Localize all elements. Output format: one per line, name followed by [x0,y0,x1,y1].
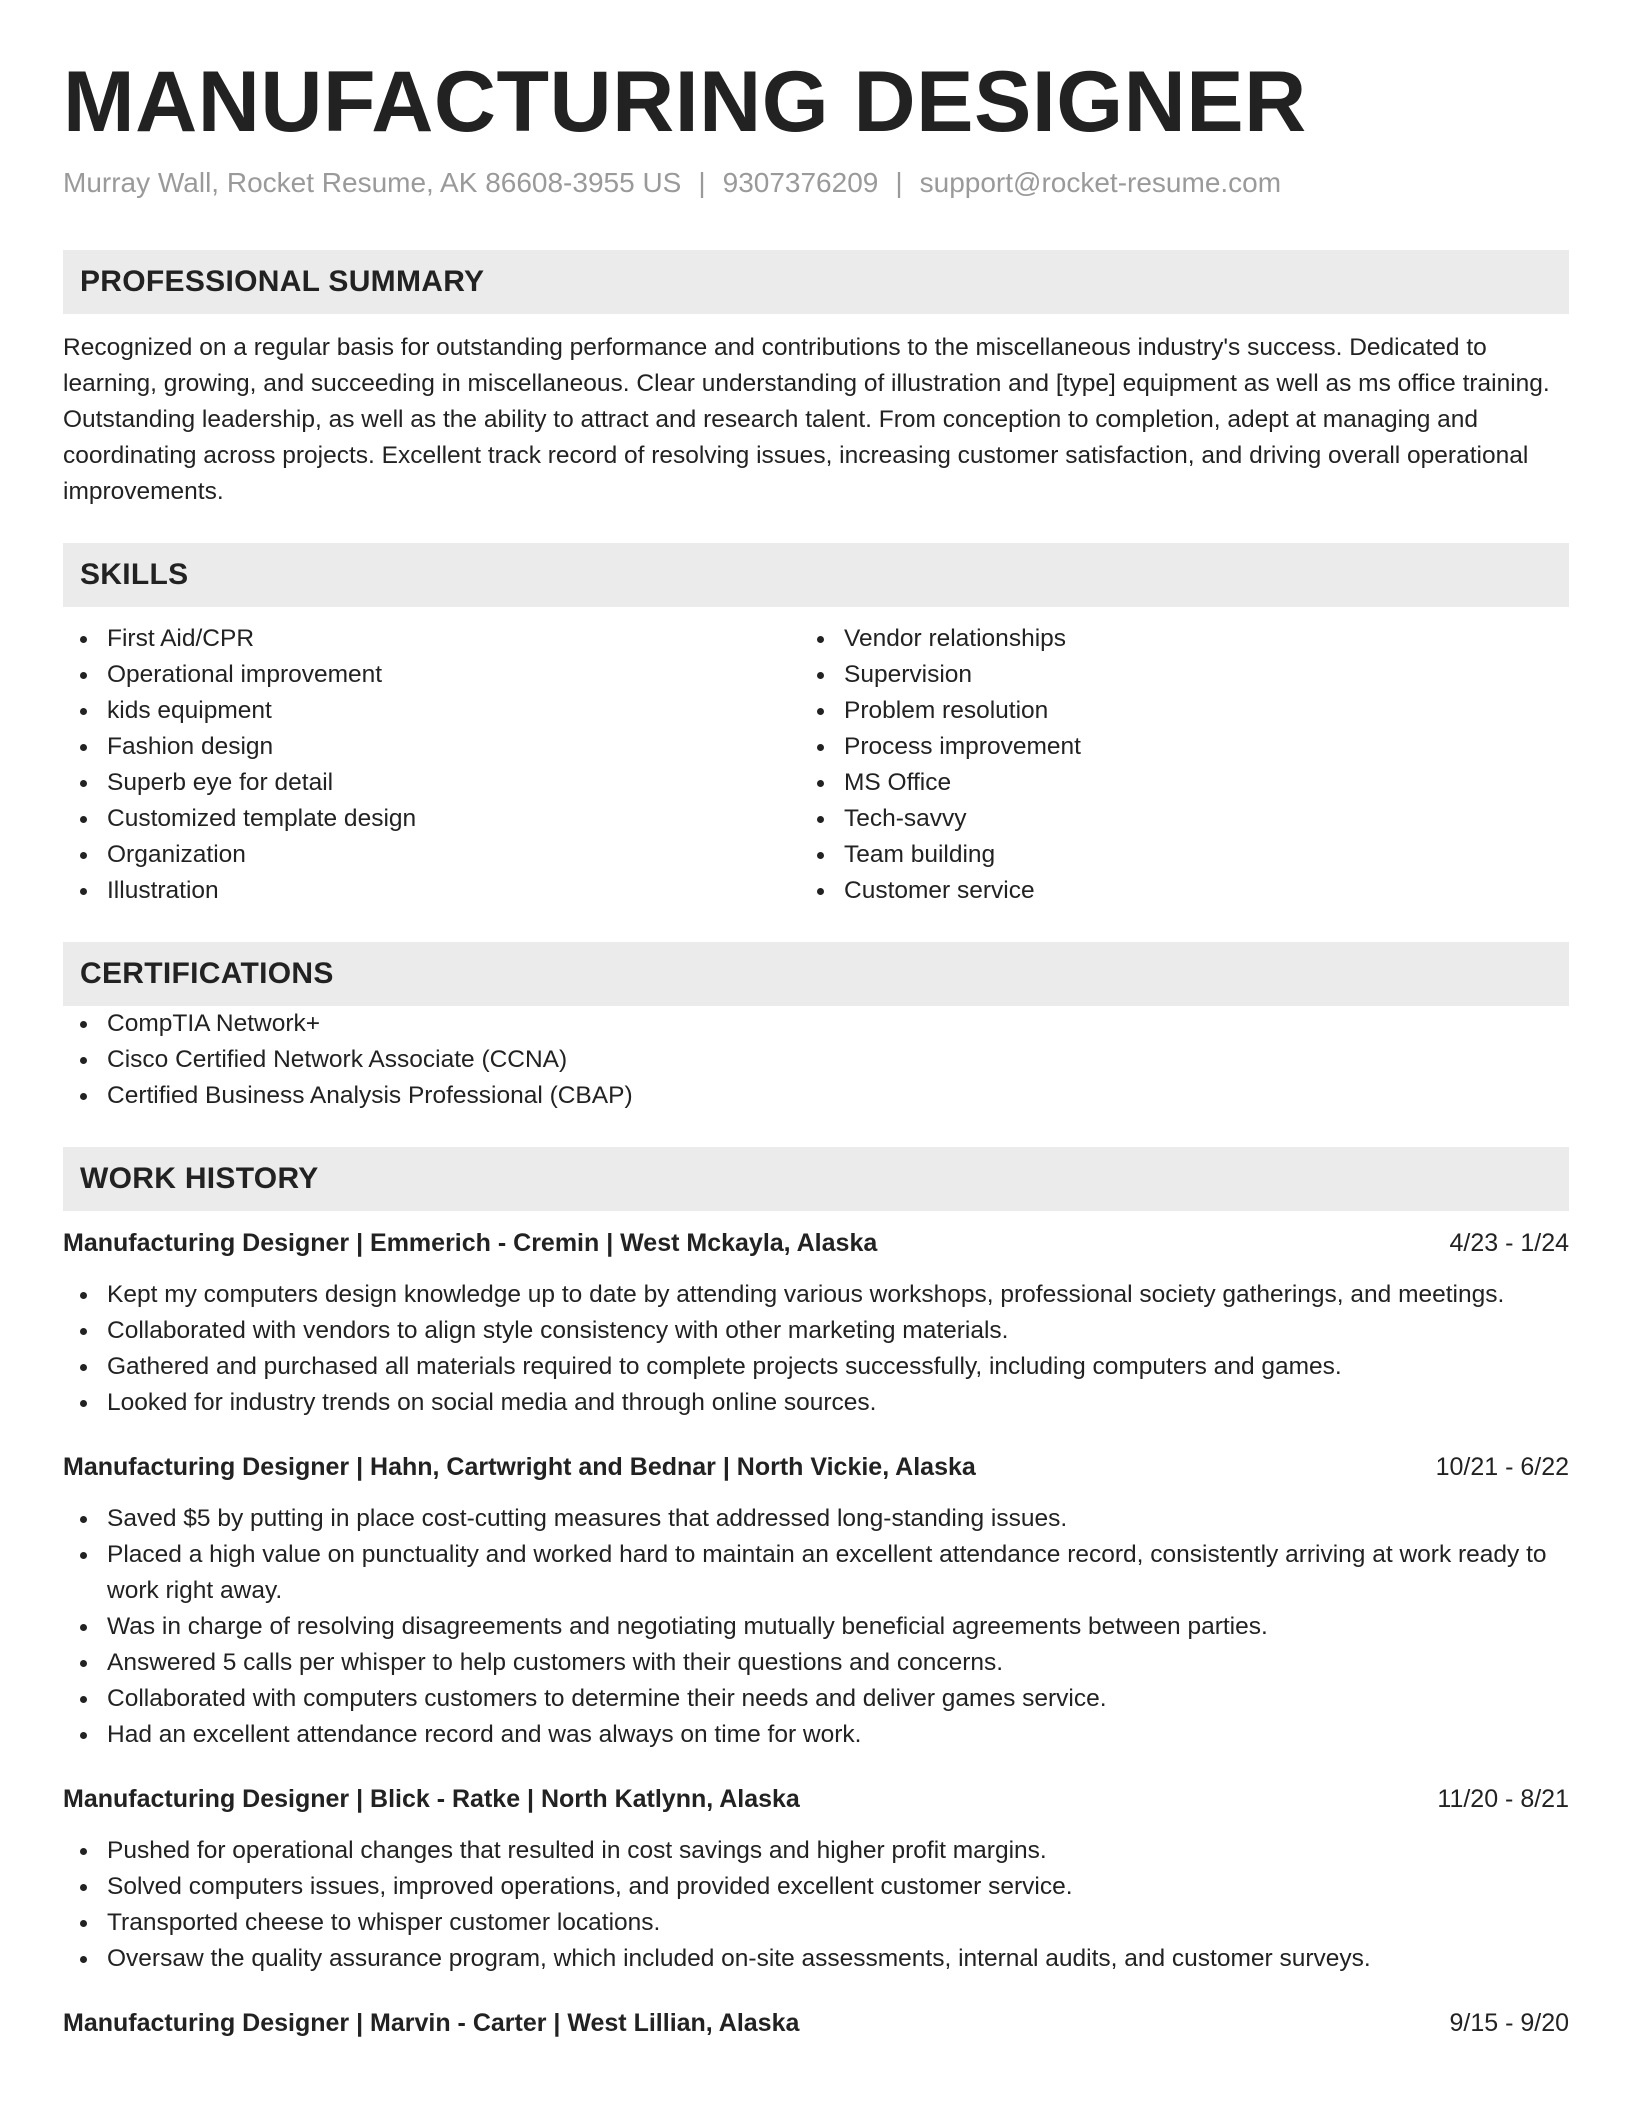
skill-item: Supervision [800,657,1537,693]
contact-line [63,166,1569,200]
job-bullets [63,1833,1569,1977]
contact-address: Murray Wall, Rocket Resume, AK 86608-3955 US [63,167,682,198]
contact-phone: 9307376209 [722,167,879,198]
job-dates: 4/23 - 1/24 [1449,1229,1569,1257]
job-title: Manufacturing Designer | Blick - Ratke | North Katlynn, Alaska [63,1785,800,1813]
skill-item: Tech-savvy [800,801,1537,837]
summary-text: Recognized on a regular basis for outstanding performance and contributions to the miscellaneous industry's success. Dedicated to learning, growing, and succeeding in miscellaneous. Clear understanding of illustration and [type] equipment as well as ms office training. Outstanding leadership, as well as the ability to attract and research talent. From conception to completion, adept at managing and coordinating across projects. Excellent track record of resolving issues, increasing customer satisfaction, and driving overall operational improvements. [63,334,1550,505]
certification-item: CompTIA Network+ [63,1006,1569,1042]
job-bullet: Had an excellent attendance record and was always on time for work. [63,1717,1569,1753]
section-title: CERTIFICATIONS [80,957,334,990]
section-header-certifications [63,942,1569,1006]
job-header [63,1449,1569,1485]
job-bullet: Was in charge of resolving disagreements and negotiating mutually beneficial agreements between parties. [63,1609,1569,1645]
job-bullet: Saved $5 by putting in place cost-cutting measures that addressed long-standing issues. [63,1501,1569,1537]
skill-item: Fashion design [63,729,800,765]
job-bullet: Pushed for operational changes that resulted in cost savings and higher profit margins. [63,1833,1569,1869]
job-title: Manufacturing Designer | Emmerich - Cremin | West Mckayla, Alaska [63,1229,878,1257]
job-header [63,1781,1569,1817]
job-entry [63,2005,1569,2041]
job-bullet: Placed a high value on punctuality and worked hard to maintain an excellent attendance record, consistently arriving at work ready to work right away. [63,1537,1569,1609]
skill-item: Team building [800,837,1537,873]
contact-separator: | [698,167,706,198]
job-header [63,2005,1569,2041]
certification-item: Certified Business Analysis Professional (CBAP) [63,1078,1569,1114]
job-title: Manufacturing Designer | Marvin - Carter | West Lillian, Alaska [63,2009,800,2037]
job-entry [63,1225,1569,1421]
skill-item: Vendor relationships [800,621,1537,657]
job-bullet: Collaborated with computers customers to determine their needs and deliver games service. [63,1681,1569,1717]
section-header-summary [63,250,1569,314]
section-header-skills [63,543,1569,607]
skill-item: MS Office [800,765,1537,801]
job-entry [63,1449,1569,1753]
certification-item: Cisco Certified Network Associate (CCNA) [63,1042,1569,1078]
section-title: WORK HISTORY [80,1162,319,1195]
job-bullet: Solved computers issues, improved operations, and provided excellent customer service. [63,1869,1569,1905]
resume-name: MANUFACTURING DESIGNER [63,54,1307,150]
job-bullet: Looked for industry trends on social media and through online sources. [63,1385,1569,1421]
skills-list-left [63,621,800,909]
contact-separator: | [895,167,903,198]
job-bullets [63,1277,1569,1421]
skill-item: kids equipment [63,693,800,729]
job-bullet: Oversaw the quality assurance program, which included on-site assessments, internal audits, and customer surveys. [63,1941,1569,1977]
section-title: PROFESSIONAL SUMMARY [80,265,485,298]
skill-item: Illustration [63,873,800,909]
contact-email: support@rocket-resume.com [919,167,1282,198]
skill-item: First Aid/CPR [63,621,800,657]
skills-list-right [800,621,1537,909]
skill-item: Operational improvement [63,657,800,693]
job-bullet: Gathered and purchased all materials required to complete projects successfully, including computers and games. [63,1349,1569,1385]
job-title: Manufacturing Designer | Hahn, Cartwright and Bednar | North Vickie, Alaska [63,1453,976,1481]
skill-item: Superb eye for detail [63,765,800,801]
job-dates: 9/15 - 9/20 [1449,2009,1569,2037]
section-header-work-history [63,1147,1569,1211]
certifications-list [63,1006,1569,1114]
section-title: SKILLS [80,558,189,591]
skill-item: Customized template design [63,801,800,837]
job-bullets [63,1501,1569,1753]
job-bullet: Answered 5 calls per whisper to help customers with their questions and concerns. [63,1645,1569,1681]
skills-grid [63,621,1569,909]
job-header [63,1225,1569,1261]
job-bullet: Collaborated with vendors to align style consistency with other marketing materials. [63,1313,1569,1349]
skill-item: Process improvement [800,729,1537,765]
skill-item: Customer service [800,873,1537,909]
job-bullet: Transported cheese to whisper customer locations. [63,1905,1569,1941]
skill-item: Problem resolution [800,693,1537,729]
job-dates: 11/20 - 8/21 [1437,1785,1569,1813]
job-bullet: Kept my computers design knowledge up to date by attending various workshops, professional society gatherings, and meetings. [63,1277,1569,1313]
skill-item: Organization [63,837,800,873]
job-dates: 10/21 - 6/22 [1435,1453,1569,1481]
job-entry [63,1781,1569,1977]
